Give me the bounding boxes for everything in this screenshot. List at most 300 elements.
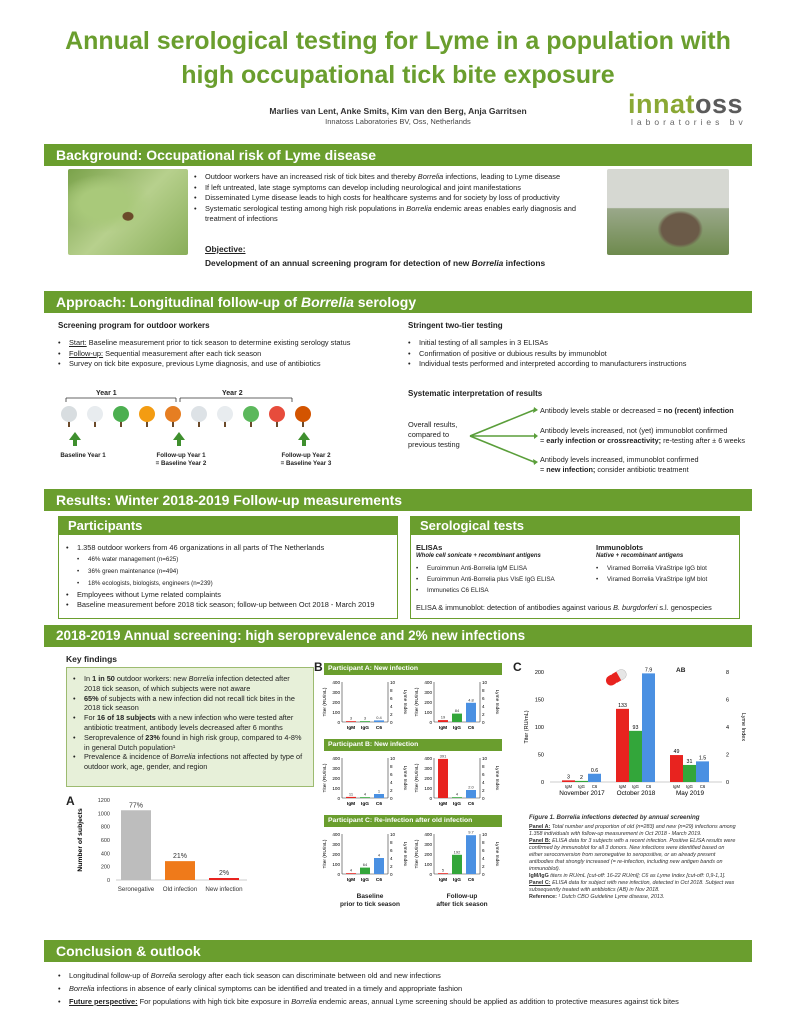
category-label: November 2017 [559,790,605,797]
right-tick-label: 2 [482,787,485,793]
bar-igg [452,714,462,722]
series-label: IgG [578,784,585,789]
left-tick-label: 0 [540,780,544,786]
left-axis-title: Titer (RU/mL) [415,839,420,869]
right-tick-label: 6 [482,847,485,853]
left-tick-label: 400 [424,831,432,837]
panel-c-chart [520,664,750,804]
right-tick-label: 4 [390,855,393,861]
key-findings-box [66,667,314,787]
screening-bullets [58,338,388,370]
participants-bullet-2: • Employees without Lyme related complaints [66,590,396,601]
caption-units-text: titers in RU/mL [cut-off: 16-22 RU/ml]; C6 as Lyme Index [cut-off: 0,9-1,1]. [548,873,726,879]
participants-sub-2: • 36% green maintenance (n=494) [66,566,396,578]
left-tick-label: 200 [534,670,544,676]
outcome-increased-result: early infection or crossreactivity; [546,436,662,445]
data-label: 7.9 [644,667,653,674]
category-label: New infection [205,886,243,893]
interpretation-arrows [468,406,538,468]
category-label: IgM [346,878,356,883]
approach-heading: Approach: Longitudinal follow-up of Borrelia serology [44,291,752,313]
data-label: 64 [362,862,368,868]
left-tick-label: 400 [332,755,340,761]
walking-boots-photo [607,169,729,255]
objective-label: Objective: [205,244,246,254]
right-tick-label: 8 [482,839,485,845]
background-heading: Background: Occupational risk of Lyme disease [44,144,752,166]
caption-units-label: IgM/IgG [529,873,549,879]
future-perspective-label: Future perspective: [69,997,138,1006]
poster-title [0,24,796,92]
left-tick-label: 300 [424,841,432,847]
left-tick-label: 300 [332,689,340,695]
category-label: IgG [453,878,461,883]
data-label: 2% [218,870,230,877]
key-findings-list [73,674,307,772]
bar-old-infection [165,861,195,880]
participant-a-title: Participant A: New infection [324,663,502,675]
data-label: 2 [580,774,583,781]
bar-igg [575,781,588,782]
right-tick-label: 0 [726,780,730,786]
left-tick-label: 200 [424,851,432,857]
panel-a-chart [72,794,252,896]
left-tick-label: 0 [429,795,432,801]
caption-ref-text: ¹ Dutch CBO Guideline Lyme disease, 2013. [556,894,665,900]
left-tick-label: 300 [332,841,340,847]
participants-sub-3: • 18% ecologists, biologists, engineers (n=239) [66,578,396,590]
right-tick-label: 8 [482,687,485,693]
category-label: IgM [346,726,356,731]
immunoblots-subtitle: Native + recombinant antigens [596,553,684,559]
right-tick-label: 10 [390,831,396,837]
category-label: IgG [453,802,461,807]
participants-bullet-1: • 1.358 outdoor workers from 46 organizations in all parts of The Netherlands [66,543,396,554]
series-label: IgG [632,784,639,789]
category-label: IgG [453,726,461,731]
data-label: 11 [348,791,354,797]
data-label: 4 [455,791,459,797]
screening-followup-label: Follow-up: [69,348,104,358]
conclusion-bullets [58,969,758,1008]
bar-igm [562,780,575,782]
left-tick-label: 300 [424,689,432,695]
right-axis-title: Lyme Index [494,841,499,867]
bar-igm [346,721,356,722]
right-axis-title: Lyme Index [494,765,499,791]
bar-igg [360,797,370,798]
timeline-arrows [69,432,310,446]
screening-followup-text: Sequential measurement after each tick season [103,348,262,358]
y-tick-label: 800 [100,824,110,831]
data-label: 391 [439,753,447,759]
data-label: 4 [349,867,353,873]
participants-sub-1: • 46% water management (n=625) [66,554,396,566]
outcome-increased [540,426,750,446]
left-axis-title: Titer (RU/mL) [524,710,530,744]
left-axis-title: Titer (RU/mL) [323,687,328,717]
bar-igm [438,720,448,722]
right-tick-label: 6 [390,847,393,853]
right-tick-label: 8 [390,763,393,769]
serology-note-species: B. burgdorferi [613,603,658,612]
left-tick-label: 400 [332,831,340,837]
left-tick-label: 200 [332,775,340,781]
elisa-3: • Immunetics C6 ELISA [416,585,586,596]
category-label: C6 [375,802,383,807]
y-tick-label: 1200 [97,798,110,804]
right-tick-label: 8 [390,687,393,693]
caption-panel-a [529,824,739,838]
right-tick-label: 0 [390,719,393,725]
right-axis-title: Lyme Index [402,689,407,715]
left-tick-label: 50 [537,752,544,759]
category-label: C6 [375,726,383,731]
bar-igg [452,855,462,874]
outcome-confirmed-action: consider antibiotic treatment [595,465,689,474]
bar-igg [360,721,370,722]
right-tick-label: 8 [726,670,730,676]
caption-title: Figure 1. Borrelia infections detected by annual screening [529,814,700,821]
timeline-label-baseline1: Baseline Year 1 [60,452,106,459]
elisa-2: • Euroimmun Anti-Borrelia plus VlsE IgG ELISA [416,574,586,585]
left-tick-label: 100 [424,709,432,715]
title-line-2: high occupational tick bite exposure [181,61,615,89]
bar-c6 [696,761,709,782]
right-axis-title: Lyme Index [402,841,407,867]
two-tier-title: Stringent two-tier testing [408,321,503,330]
outcome-confirmed-eq: = [540,465,547,474]
outcome-confirmed-text: Antibody levels increased, immunoblot confirmed [540,455,699,464]
data-label: 3 [349,715,353,721]
series-label: C6 [645,784,652,789]
conclusion-bullet-1: • Longitudinal follow-up of Borrelia serology after each tick season can discriminate between old and new infections [58,969,758,982]
category-label: Old infection [162,886,198,893]
bar-igg [452,797,462,798]
outcome-increased-action: re-testing after ± 6 weeks [661,436,745,445]
left-tick-label: 200 [332,851,340,857]
right-tick-label: 8 [482,763,485,769]
right-tick-label: 10 [482,679,488,685]
screening-start-text: Baseline measurement prior to tick season to determine existing serology status [86,338,351,347]
two-tier-bullet-1: • Initial testing of all samples in 3 ELISAs [408,338,748,349]
data-label: 84 [454,708,460,714]
year1-label: Year 1 [96,390,117,397]
tick-on-grass-photo [68,169,188,255]
bar-igm [438,873,448,874]
data-label: 4 [377,852,381,858]
left-tick-label: 300 [332,765,340,771]
right-tick-label: 0 [482,719,485,725]
background-bullet-2: • If left untreated, late stage symptoms can develop including neurological and joint manifestations [194,183,604,194]
series-label: IgM [673,784,680,789]
right-tick-label: 0 [482,871,485,877]
caption-b-label: Panel B: [529,838,551,844]
y-axis-title: Number of subjects [77,808,84,872]
category-label: C6 [375,878,383,883]
data-label: 1 [377,788,381,794]
data-label: 3 [363,715,367,721]
right-tick-label: 2 [390,787,393,793]
left-tick-label: 200 [424,775,432,781]
left-tick-label: 200 [332,699,340,705]
background-bullet-4: • Systematic serological testing among high risk populations in Borrelia endemic areas enables early diagnosis and treatment of infections [194,204,604,225]
y-tick-label: 600 [100,838,110,844]
category-label: Seronegative [117,886,155,893]
authors: Marlies van Lent, Anke Smits, Kim van den Berg, Anja Garritsen [269,106,527,116]
right-tick-label: 6 [482,771,485,777]
data-label: 21% [172,853,188,861]
data-label: 2.0 [468,784,474,790]
elisas-list [416,563,586,596]
bar-igm [616,709,629,782]
data-label: 5 [441,867,445,873]
category-label: IgG [361,802,369,807]
conclusion-bullet-2: • Borrelia infections in absence of early clinical symptoms can be identified and treated in a timely and appropriate fashion [58,982,758,995]
left-tick-label: 100 [332,861,340,867]
caption-c-text: ELISA data for subject with new infection, detected in Oct 2018. Subject was subsequently treated with antibiotics (AB) in Nov 2018. [529,880,735,893]
data-label: 77% [128,802,144,810]
left-tick-label: 0 [337,719,340,725]
blot-2: • Viramed Borrelia ViraStripe IgM blot [596,574,736,585]
outcome-confirmed-result: new infection; [546,465,596,474]
antibiotic-pill-icon [602,666,632,688]
outcome-increased-text: Antibody levels increased, not (yet) immunoblot confirmed [540,426,728,435]
series-label: IgM [619,784,626,789]
right-tick-label: 0 [390,871,393,877]
serology-heading: Serological tests [410,516,740,535]
left-axis-title: Titer (RU/mL) [323,839,328,869]
right-tick-label: 10 [390,755,396,761]
series-label: IgG [686,784,693,789]
right-tick-label: 4 [390,703,393,709]
bar-igm [438,759,448,798]
left-tick-label: 150 [534,697,544,704]
series-label: C6 [591,784,598,789]
logo-text-b: oss [695,89,744,119]
bar-new-infection [209,878,239,880]
finding-4: • Seroprevalence of 23% found in high risk group, compared to 4-8% in general Dutch population¹ [73,733,307,753]
category-label: IgM [438,726,448,731]
immunoblots-title: Immunoblots [596,543,644,552]
category-label: IgG [361,726,369,731]
conclusion-bullet-3: • Future perspective: For populations with high tick bite exposure in Borrelia endemic areas, annual Lyme screening should be applied as addition to protective measures against tick bites [58,995,758,1008]
blot-1: • Viramed Borrelia ViraStripe IgG blot [596,563,736,574]
caption-a-label: Panel A: [529,824,551,830]
screening-bullet-2 [58,349,388,360]
finding-1: • In 1 in 50 outdoor workers: new Borrelia infection detected after 2018 tick season, of which subjects were not aware [73,674,307,694]
bar-c6 [466,835,476,874]
results-heading: Results: Winter 2018-2019 Follow-up measurements [44,489,752,511]
serology-note [416,603,712,612]
right-tick-label: 10 [482,831,488,837]
category-label: IgM [438,878,448,883]
two-tier-bullet-2: • Confirmation of positive or dubious results by immunoblot [408,349,748,360]
left-tick-label: 100 [424,861,432,867]
interpretation-title: Systematic interpretation of results [408,389,543,398]
outcome-stable-result: no (recent) infection [663,406,734,415]
background-bullet-3: • Disseminated Lyme disease leads to high costs for healthcare systems and for society by loss of productivity [194,193,604,204]
bar-c6 [588,774,601,782]
affiliation: Innatoss Laboratories BV, Oss, Netherlands [325,117,471,126]
background-bullets [194,172,604,225]
figure-caption [529,814,739,914]
right-axis-title: Lyme Index [494,689,499,715]
right-tick-label: 2 [390,863,393,869]
y-tick-label: 0 [106,878,110,884]
season-trees [61,406,311,427]
right-tick-label: 10 [482,755,488,761]
overall-results-label: Overall results, compared to previous testing [408,420,460,449]
right-tick-label: 4 [390,779,393,785]
followup-label: Follow-up after tick season [436,893,488,908]
background-bullet-1: • Outdoor workers have an increased risk of tick bites and thereby Borrelia infections, leading to Lyme disease [194,172,604,183]
two-tier-bullet-3: • Individual tests performed and interpreted according to manufacturers instructions [408,359,748,370]
panel-c-letter: C [513,660,522,674]
right-tick-label: 4 [482,779,485,785]
category-label: IgM [346,802,356,807]
left-tick-label: 0 [337,871,340,877]
right-axis-title: Lyme Index [402,765,407,791]
category-label: May 2019 [675,790,705,797]
right-tick-label: 6 [390,695,393,701]
screening-program-title: Screening program for outdoor workers [58,321,210,330]
left-axis-title: Titer (RU/mL) [323,763,328,793]
bar-c6 [642,673,655,782]
right-tick-label: 4 [482,855,485,861]
immunoblots-list [596,563,736,585]
category-label: C6 [467,726,475,731]
left-tick-label: 400 [424,755,432,761]
outcome-confirmed [540,455,750,475]
left-tick-label: 100 [332,709,340,715]
right-tick-label: 8 [390,839,393,845]
data-label: 31 [686,758,693,765]
participant-a-baseline-chart [320,676,410,738]
caption-ref-label: Reference: [529,894,557,900]
right-tick-label: 4 [726,725,730,731]
finding-2: • 65% of subjects with a new infection did not recall tick bites in the 2018 tick season [73,694,307,714]
left-tick-label: 400 [424,679,432,685]
baseline-label: Baseline prior to tick season [340,893,400,908]
left-tick-label: 0 [429,719,432,725]
finding-5: • Prevalence & incidence of Borrelia infections not affected by type of outdoor work, age, gender, and region [73,752,307,772]
left-tick-label: 0 [429,871,432,877]
caption-c-label: Panel C: [529,880,551,886]
bar-igg [683,765,696,782]
left-tick-label: 0 [337,795,340,801]
y-tick-label: 400 [100,851,110,858]
left-tick-label: 200 [424,699,432,705]
right-tick-label: 6 [390,771,393,777]
y-tick-label: 1000 [97,811,110,818]
left-tick-label: 300 [424,765,432,771]
data-label: 1.5 [698,755,707,762]
outcome-stable-text: Antibody levels stable or decreased = [540,406,664,415]
conclusion-heading: Conclusion & outlook [44,940,752,962]
participant-c-baseline-chart [320,828,410,890]
caption-a-text: Total number and proportion of old (n=283) and new (n=29) infections among 1.358 individuals with follow-up measurement in Oct 2018 - March 2019. [529,824,736,837]
right-tick-label: 2 [482,863,485,869]
serology-note-c: s.l. genospecies [657,603,712,612]
right-tick-label: 2 [390,711,393,717]
right-tick-label: 4 [482,703,485,709]
participant-a-followup-chart [412,676,502,738]
participants-bullets [66,543,396,611]
bar-igg [360,868,370,874]
bar-c6 [374,720,384,722]
category-label: C6 [467,802,475,807]
logo-subtext: laboratories bv [631,117,747,127]
bar-igm [670,755,683,782]
category-label: October 2018 [616,790,656,797]
bar-igg [629,731,642,782]
outcome-stable [540,406,734,416]
serology-note-a: ELISA & immunoblot: detection of antibodies against various [416,603,614,612]
screening-bullet-3: • Survey on tick bite exposure, previous Lyme diagnosis, and use of antibiotics [58,359,388,370]
key-findings-title: Key findings [66,654,118,664]
left-axis-title: Titer (RU/mL) [415,687,420,717]
bar-c6 [374,858,384,874]
series-label: C6 [699,784,706,789]
caption-units [529,873,739,880]
panel-b-letter: B [314,660,323,674]
right-tick-label: 0 [482,795,485,801]
data-label: 4.8 [468,697,474,703]
elisa-1: • Euroimmun Anti-Borrelia IgM ELISA [416,563,586,574]
left-axis-title: Titer (RU/mL) [415,763,420,793]
objective-text: Development of an annual screening program for detection of new Borrelia infections [205,258,546,268]
data-label: 133 [618,702,627,709]
screening-bullet-1 [58,338,388,349]
data-label: 3 [567,774,570,781]
right-tick-label: 2 [482,711,485,717]
participant-b-baseline-chart [320,752,410,814]
y-tick-label: 200 [100,864,110,871]
panel-a-letter: A [66,794,75,808]
participant-c-title: Participant C: Re-infection after old infection [324,815,502,827]
participant-b-followup-chart [412,752,502,814]
screening-heading: 2018-2019 Annual screening: high seroprevalence and 2% new infections [44,625,752,647]
bar-c6 [466,790,476,798]
data-label: 19 [440,714,446,720]
finding-3: • For 16 of 18 subjects with a new infection who were tested after antibiotic treatment, antibody levels decreased after 6 months [73,713,307,733]
right-tick-label: 10 [390,679,396,685]
bar-c6 [466,703,476,722]
innatoss-logo [628,90,778,130]
data-label: 4 [363,791,367,797]
elisas-subtitle: Whole cell sonicate + recombinant antigens [416,553,541,559]
data-label: 49 [673,749,680,756]
participant-c-followup-chart [412,828,502,890]
elisas-title: ELISAs [416,543,443,552]
timeline-label-followup1: Follow-up Year 1 = Baseline Year 2 [155,452,207,467]
series-label: IgM [565,784,572,789]
year2-label: Year 2 [222,390,243,397]
logo-text-a: innat [628,89,695,119]
antibiotic-label: AB [676,667,686,674]
participants-heading: Participants [58,516,398,535]
left-tick-label: 400 [332,679,340,685]
screening-start-label: Start: [69,338,87,347]
data-label: 0.6 [590,767,599,774]
category-label: C6 [467,878,475,883]
caption-panel-c [529,880,739,894]
data-label: 93 [632,724,639,731]
participants-bullet-3: • Baseline measurement before 2018 tick season; follow-up between Oct 2018 - March 2019 [66,600,396,611]
bar-igm [346,797,356,798]
right-tick-label: 6 [482,695,485,701]
